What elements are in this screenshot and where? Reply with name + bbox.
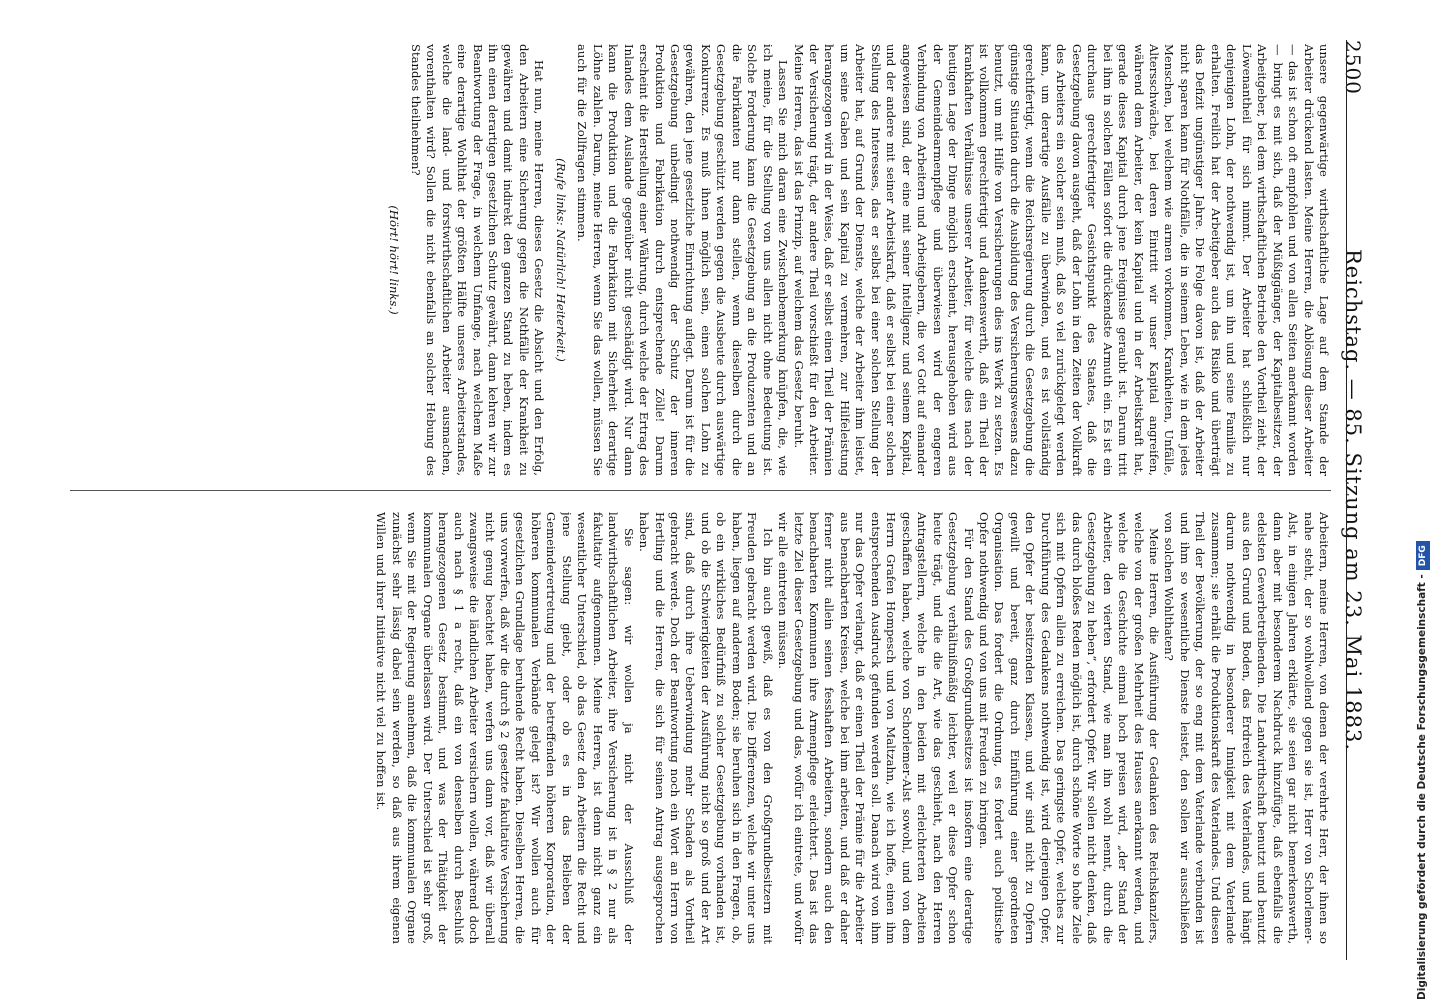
left-column: [70, 44, 1331, 476]
page-header: [1333, 40, 1373, 960]
paragraph: Sie sagen: wir wollen ja nicht der Ausschluß der landwirthschaftlichen Arbeiter, ihre Versicherung ist in § 2 nur als fakultativ aufgenommen. Meine Herren, ist denn nicht ganz ein wesentlicher Unterschied, ob das Gesetz den Arbeitern die Recht und jene Stellung giebt, oder ob es in das Belieben der Gemeindevertretung und der betreffenden höheren Korporation, der höheren kommunalen Verbände gelegt ist? Wir wollen auch für gesetzlichen Grundlage beruhende Recht haben. Dieselben Herren, die uns vorwerfen, daß wir die durch § 2 gesetzte fakultative Versicherung nicht genug beachtet haben, werfen uns dann vor, daß wir überall zwangsweise die ländlichen Arbeiter versichern wollen, während doch auch nach § 1 a recht, daß ein von denselben durch Beschluß herangezogenen Gesetz bestimmt, und was der Thätigkeit der kommunalen Organe überlassen wird. Der Unterschied ist sehr groß, wenn Sie mit der Regierung annehmen, daß die kommunalen Organe zunächst sehr lässig dabei sein werden, so daß aus ihrem eigenen Willen und ihrer Initiative nicht viel zu hoffen ist.: [374, 512, 636, 944]
dfg-logo: DFG: [1416, 541, 1430, 570]
paragraph: Für den Stand des Großgrundbesitzes ist insofern eine derartige Gesetzgebung verhältnißmäßig leichter, weil er diese Opfer schon heute trägt, und die die Art, wie das geschieht, nach den Herren Antragstellern, welche in den beiden mit erleichterten Arbeiten geschaffen haben, welche von Schorlemer-Alst sowohl, und von dem Herrn Grafen Hompesch und von Maltzahn, wie ich hoffe, einen ihm entsprechenden Ausdruck gefunden werden soll. Danach wird von ihm nur das Opfer verlangt, daß er einen Theil der Prämie für die Arbeiter aus benachbarten Kreisen, welche bei ihm arbeiten, und daß er daher ferner nicht allein seinen fesshaften Arbeitern, sondern auch den benachbarten Kommunen ihre Armenpflege erleichtert. Das ist das letzte Ziel dieser Gesetzgebung und das, wofür ich eintrete, und wofür wir alle eintreten müssen.: [776, 512, 976, 944]
paragraph: unsere gegenwärtige wirthschaftliche Lage auf dem Stande der Arbeiter drückend lasten. Meine Herren, die Ablösung dieser Arbeiter — das ist schon oft empfohlen und von allen Seiten anerkannt worden — bringt es mit sich, daß der Müßiggänger, der Kapitalbesitzer, der Arbeitgeber, bei dem wirthschaftlichen Betriebe den Vortheil zieht, der Löwenantheil für sich nimmt. Der Arbeiter hat schließlich nur denjenigen Lohn, der nothwendig ist, um ihn und seine Familie zu erhalten. Freilich hat der Arbeitgeber auch das Risiko und überträgt das Defizit ungünstiger Jahre. Die Folge davon ist, daß der Arbeiter nicht sparen kann für Nothfälle, die in seinem Leben, wie in dem jedes Menschen, bei welchem wie armen vorkommen, Krankheiten, Unfälle, Altersschwäche, bei deren Eintritt wir unser Kapital angreifen, während dem Arbeiter, der kein Kapital und in der Arbeitskraft hat, gerade dieses Kapital durch jene Ereignisse geraubt ist. Darum tritt bei ihm in solchen Fällen sofort die drückendste Armuth ein. Es ist ein durchaus gerechtfertigter Gesichtspunkt des Staates, daß die Gesetzgebung davon ausgeht, daß der Lohn in den Zeiten der Vollkraft des Arbeiters ein solcher sein muß, daß so viel zurückgelegt werden kann, um derartige Ausfälle zu überwinden, und es ist vollständig gerechtfertigt, wenn die Reichsregierung durch die Gesetzgebung die günstige Situation durch die Ausbildung des Versicherungswesens dazu benutzt, um mit Hilfe von Versicherungen dies ins Werk zu setzen. Es ist vollkommen gerechtfertigt und dankenswerth, daß ein Theil der krankhaften Verhältnisse unserer Arbeiter, für welche dies nach der heutigen Lage der Dinge möglich erscheint, herausgehoben wird aus der Gemeindearmenpflege und überwiesen wird der engeren Verbindung von Arbeitern und Arbeitgebern, die vor Gott auf einander angewiesen sind, der eine mit seiner Intelligenz und seinem Kapital, und der andere mit seiner Arbeitskraft, daß er selbst bei einer solchen Stellung des Interesses, das er selbst bei einer solchen Stellung der Arbeiter hat, auf Grund der Dienste, welche der Arbeiter ihm leistet, um seine Gaben und sein Kapital zu vermehren, zur Hilfeleistung herangezogen wird in der Weise, daß er selbst einen Theil der Prämien der Versicherung trägt, der andere Theil vorschießt für den Arbeiter. Meine Herren, das ist das Prinzip, auf welchem das Gesetz beruht.: [791, 44, 1331, 476]
paragraph: Hat nun, meine Herren, dieses Gesetz die Absicht und den Erfolg, den Arbeitern eine Sicherung gegen die Nothfälle der Krankheit zu gewähren und damit indirekt den ganzen Stand zu heben, indem es ihn einen derartigen gesetzlichen Schutz gewährt, dann kehren wir zur Beantwortung der Frage, in welchem Umfange, nach welchem Maße eine derartige Wohlthat der größten Hälfte unseres Arbeiterstandes, welche die land- und forstwirthschaftlichen Arbeiter ausmachen, vorenthalten wird? Sollen die nicht ebenfalls an solcher Hebung des Standes theilnehmen?: [408, 44, 547, 476]
paragraph: Meine Herren, die Ausführung der Gedanken des Reichskanzlers, welche von der großen Mehrheit des Hauses anerkannt werden, und welche die Geschichte einmal hoch preisen wird, „der Stand der Arbeiter, den vierten Stand, wie man ihn wohl nennt, durch die Gesetzgebung zu heben“, erfordert Opfer. Wir sollen nicht denken, daß das durch bloßes Reden möglich ist, durch schöne Worte so hohe Ziele sich mit Opfern allein zu erreichen. Das geringste Opfer, welches zur Durchführung des Gedankens nothwendig ist, wird derjenigen Opfer, den Opfer der besitzenden Klassen, und wir sind nicht zu Opfern gewillt und bereit, ganz durch Einführung einer geordneten Organisation. Das fordert die Ordnung, es fordert auch politische Opfer nothwendig und von uns mit Freuden zu bringen.: [977, 512, 1162, 944]
interjection: (Rufe links: Natürlich! Heiterkeit.): [553, 158, 568, 362]
digitization-credit: [1415, 310, 1430, 1000]
paragraph: Arbeitern, meine Herren, von denen der verehrte Herr, der ihnen so nahe steht, der so wohlwollend gegen sie ist, Herr von Schorlemer-Alst, in einigen Jahren erklärte, sie seien gar nicht bemerkenswerth, dann aber mit besonderem Nachdruck hinzufügte, daß ebenfalls die edelsten Gewerbetreibenden. Die Landwirthschaft benutzt und benutzt aus den Grund und Boden, das Erdreich des Vaterlandes, und hängt darum nothwendig in besonderer Innigkeit mit dem Vaterlande zusammen; sie erhält die Produktionskraft des Vaterlandes. Und diesen Theil der Bevölkerung, der so eng mit dem Vaterlande verbunden ist und ihm so wesentliche Dienste leistet, den sollen wir ausschließen von solchen Wohlthaten?: [1162, 512, 1331, 944]
header-rule: [1346, 40, 1347, 960]
credit-text: Digitalisierung gefördert durch die Deutsche Forschungsgemeinschaft -: [1416, 574, 1428, 1000]
page-number: 2500: [1341, 40, 1365, 95]
column-divider: [70, 490, 1331, 491]
right-column: [70, 512, 1331, 944]
credit-strip: [1402, 0, 1428, 1000]
interjection: (Hört! hört! links.): [387, 205, 402, 315]
paragraph: Ich bin auch gewiß, daß es von den Großgrundbesitzern mit Freuden gebracht werden wird. Die Differenzen, welche wir unter uns haben, liegen auf anderem Boden; sie beruhen sich in den Fragen, ob, ob ein wirkliches Bedürfniß zu solcher Gesetzgebung vorhanden ist, und ob die Schwierigkeiten der Ausführung nicht so groß und der Art sind, daß durch ihre Ueberwindung mehr Schaden als Vortheil gebracht werde. Doch der Beantwortung noch ein Wort an Herrn von Hertling und die Herren, die sich für seinen Antrag ausgesprochen haben.: [637, 512, 775, 944]
paragraph: Lassen Sie mich daran eine Zwischenbemerkung knüpfen, die, wie ich meine, für die Stellung von uns allen nicht ohne Bedeutung ist. Solche Forderung kann die Gesetzgebung an die Produzenten und an die Fabrikanten nur dann stellen, wenn dieselben durch die Gesetzgebung geschützt werden gegen die Ausbeute durch auswärtige Konkurrenz. Es muß ihnen möglich sein, einen solchen Lohn zu gewähren, den jene gesetzliche Einrichtung auflegt. Darum ist für die Gesetzgebung unbedingt nothwendig der Schutz der inneren Produktion und Fabrikation durch entsprechende Zölle! Darum erscheint die Herstellung einer Währung, durch welche der Ertrag des Inlandes dem Auslande gegenüber nicht geschädigt wird. Nur dann kann die Produktion und die Fabrikation mit Sicherheit derartige Löhne zahlen. Darum, meine Herren, wenn Sie das wollen, müssen Sie auch für die Zollfragen stimmen.: [575, 44, 791, 476]
running-title: Reichstag. — 85. Sitzung am 23. Mai 1883.: [1341, 248, 1365, 751]
